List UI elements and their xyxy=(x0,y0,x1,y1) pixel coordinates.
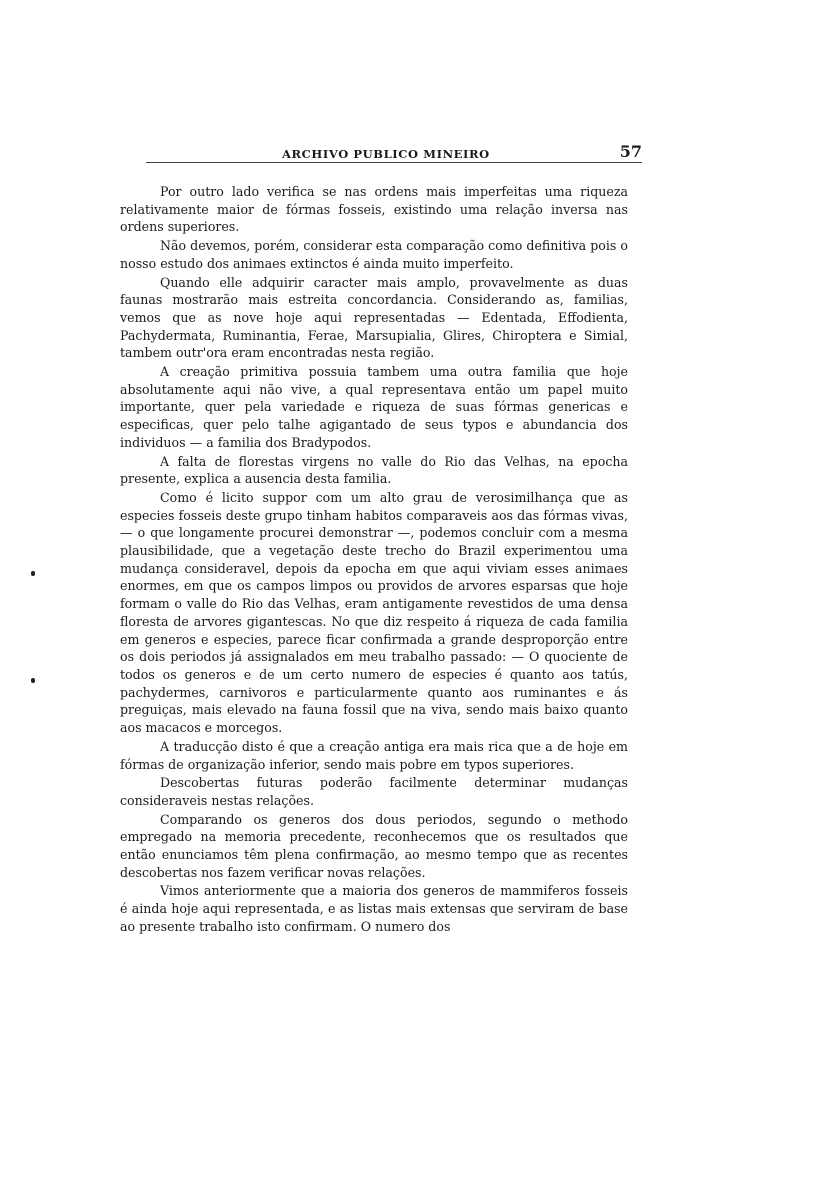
paragraph: Vimos anteriormente que a maioria dos generos de mammiferos fosseis é ainda hoje aqui representada, e as listas mais extensas que serviram de base ao presente trabalho isto confirmam. O numero dos xyxy=(120,883,628,934)
paragraph: Não devemos, porém, considerar esta comparação como definitiva pois o nosso estudo dos animaes extinctos é ainda muito imperfeito. xyxy=(120,238,628,271)
header-rule xyxy=(146,162,642,163)
paragraph: Descobertas futuras poderão facilmente determinar mudanças consideraveis nestas relações. xyxy=(120,775,628,808)
body-text xyxy=(120,183,628,937)
page-number: 57 xyxy=(619,142,642,161)
paragraph: Por outro lado verifica se nas ordens mais imperfeitas uma riqueza relativamente maior de fórmas fosseis, existindo uma relação inversa nas ordens superiores. xyxy=(120,184,628,235)
paragraph: Comparando os generos dos dous periodos, segundo o methodo empregado na memoria precedente, reconhecemos que os resultados que então enunciamos têm plena confirmação, ao mesmo tempo que as recentes descobertas nos fazem verificar novas relações. xyxy=(120,811,628,880)
margin-mark xyxy=(31,678,35,683)
page-header xyxy=(142,140,642,164)
paragraph: A creação primitiva possuia tambem uma outra familia que hoje absolutamente aqui não vive, a qual representava então um papel muito importante, quer pela variedade e riqueza de suas fórmas genericas e especificas, quer pelo talhe agigantado de seus typos e abundancia dos individuos — a familia dos Bradypodos. xyxy=(120,364,628,450)
running-title: ARCHIVO PUBLICO MINEIRO xyxy=(282,147,490,161)
paragraph: Quando elle adquirir caracter mais amplo, provavelmente as duas faunas mostrarão mais estreita concordancia. Considerando as, familias, vemos que as nove hoje aqui representadas — Edentada, Effodienta, Pachydermata, Ruminantia, Ferae, Marsupialia, Glires, Chiroptera e Simial, tambem outr'ora eram encontradas nesta região. xyxy=(120,274,628,361)
paragraph: A falta de florestas virgens no valle do Rio das Velhas, na epocha presente, explica a ausencia desta familia. xyxy=(120,453,628,487)
paragraph: Como é licito suppor com um alto grau de verosimilhança que as especies fosseis deste grupo tinham habitos comparaveis aos das fórmas vivas, — o que longamente procurei demonstrar —, podemos concluir com a mesma plausibilidade, que a vegetação deste trecho do Brazil experimentou uma mudança consideravel, depois da epocha em que aqui viviam esses animaes enormes, em que os campos limpos ou providos de arvores esparsas que hoje formam o valle do Rio das Velhas, eram antigamente revestidos de uma densa floresta de arvores gigantescas. No que diz respeito á riqueza de cada familia em generos e especies, parece ficar confirmada a grande desproporção entre os dois periodos já assignalados em meu trabalho passado: — O quociente de todos os generos e de um certo numero de especies é quanto aos tatús, pachydermes, carnivoros e particularmente quanto aos ruminantes e ás preguiças, mais elevado na fauna fossil que na viva, sendo mais baixo quanto aos macacos e morcegos. xyxy=(120,489,628,736)
paragraph: A traducção disto é que a creação antiga era mais rica que a de hoje em fórmas de organização inferior, sendo mais pobre em typos superiores. xyxy=(120,738,628,772)
margin-mark xyxy=(31,571,35,576)
